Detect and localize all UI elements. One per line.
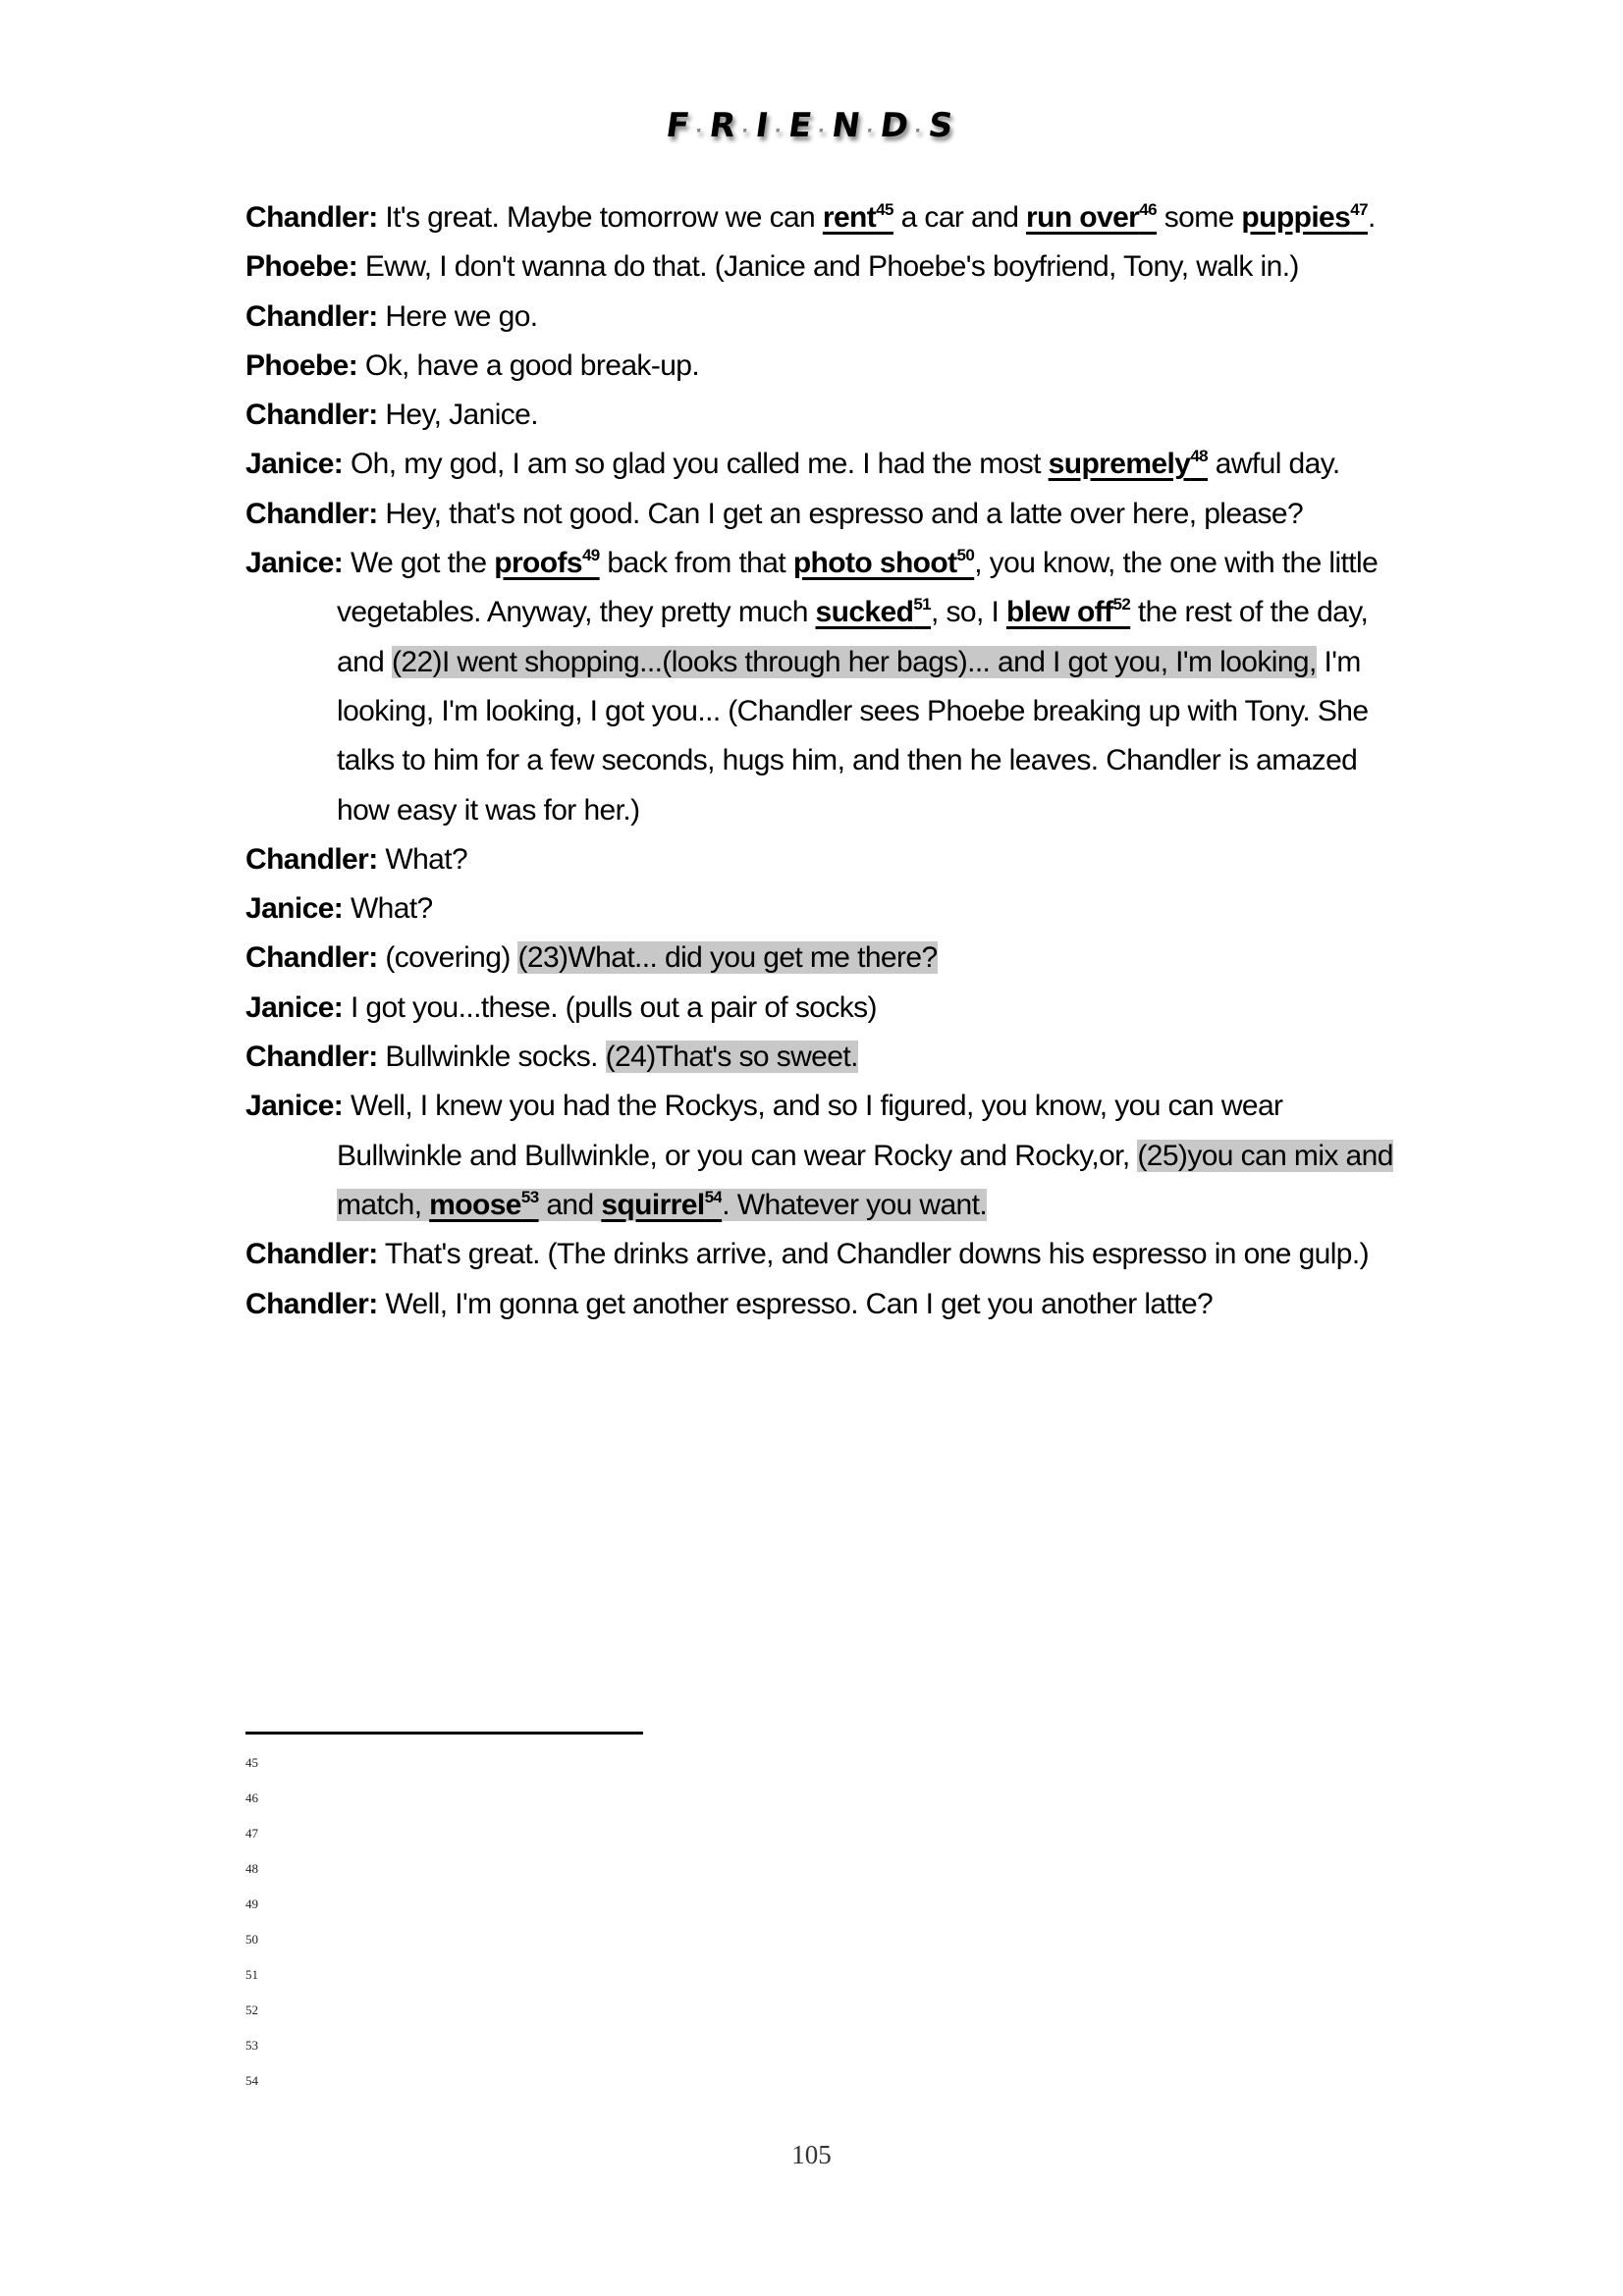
dialogue-line [245, 539, 1394, 835]
footnote-ref: 48 [1190, 447, 1209, 466]
footnote-ref: 47 [1350, 200, 1368, 219]
dialogue-text: What? [377, 842, 468, 876]
dialogue-line [245, 1033, 1394, 1082]
dialogue-text: (covering) [377, 941, 518, 975]
footnote-number: 51 [245, 1967, 258, 1982]
vocabulary-term [429, 1189, 538, 1221]
vocabulary-word: puppies [1241, 201, 1351, 234]
dialogue-text: the rest of the day, and [337, 596, 1369, 678]
dialogue-text: Here we go. [377, 299, 538, 333]
dialogue-text: We got the [343, 547, 495, 580]
dialogue-text: Well, I knew you had the Rockys, and so I figured, you know, you can wear Bullwinkle and Bullwinkle, or you can wear Rocky and Rocky,or, [337, 1090, 1283, 1172]
logo-dot: · [912, 121, 927, 141]
friends-logo [0, 106, 1623, 145]
vocabulary-term [1049, 448, 1208, 480]
highlighted-text: (24)That's so sweet. [605, 1041, 858, 1074]
speaker-name: Janice: [245, 448, 344, 481]
footnote-ref: 46 [1139, 200, 1157, 219]
speaker-name: Janice: [245, 892, 344, 926]
speaker-name: Phoebe: [245, 348, 358, 382]
logo-dot: · [739, 121, 754, 141]
vocabulary-word: run over [1026, 201, 1140, 234]
speaker-name: Chandler: [245, 497, 378, 530]
logo-letter: I [753, 106, 776, 145]
dialogue-text: some [1156, 201, 1242, 234]
footnote-number: 45 [245, 1755, 258, 1770]
dialogue-text: Eww, I don't wanna do that. (Janice and Phoebe's boyfriend, Tony, walk in.) [357, 250, 1299, 284]
dialogue-line [245, 1082, 1394, 1230]
vocabulary-term [816, 596, 932, 628]
highlighted-text: (22)I went shopping...(looks through her bags)... and I got you, I'm looking, [392, 645, 1317, 678]
highlighted-text: and [538, 1188, 602, 1221]
dialogue-line [245, 342, 1394, 391]
dialogue-text: Hey, that's not good. Can I get an espresso and a latte over here, please? [377, 497, 1304, 530]
footnotes [245, 1754, 258, 2108]
footnote-number: 54 [245, 2073, 258, 2088]
speaker-name: Chandler: [245, 1041, 378, 1074]
dialogue-text: , so, I [931, 596, 1006, 629]
dialogue-text: Hey, Janice. [377, 399, 539, 432]
dialogue-text: Oh, my god, I am so glad you called me. I had the most [343, 448, 1049, 481]
page-number: 105 [791, 2140, 832, 2169]
vocabulary-word: sucked [815, 596, 914, 629]
dialogue-text: awful day. [1208, 448, 1340, 481]
footnote-ref: 49 [581, 546, 600, 565]
footnote-number: 49 [245, 1896, 258, 1911]
vocabulary-word: photo shoot [792, 547, 957, 580]
vocabulary-term [823, 201, 893, 234]
footnote-ref: 50 [956, 546, 975, 565]
dialogue-line [245, 440, 1394, 489]
logo-letter: N [829, 106, 867, 145]
dialogue-text: I'm looking, I'm looking, I got you... (Chandler sees Phoebe breaking up with Tony. She talks to him for a few seconds, hugs him, and then he leaves. Chandler is amazed how easy it was for her.) [337, 645, 1369, 827]
vocabulary-term [1006, 596, 1130, 628]
dialogue-line [245, 293, 1394, 342]
dialogue-text: What? [343, 892, 433, 926]
footnote-number: 46 [245, 1790, 258, 1805]
highlighted-text: (25)you can mix and match, [337, 1139, 1393, 1221]
vocabulary-word: squirrel [601, 1188, 705, 1221]
dialogue-line [245, 984, 1394, 1033]
footnote-number: 50 [245, 1932, 258, 1947]
footnote-number: 53 [245, 2038, 258, 2053]
footnote-ref: 54 [704, 1187, 723, 1206]
dialogue-text: That's great. (The drinks arrive, and Chandler downs his espresso in one gulp.) [377, 1238, 1370, 1271]
footnote-ref: 52 [1112, 595, 1131, 614]
dialogue-line [245, 934, 1394, 983]
speaker-name: Chandler: [245, 399, 378, 432]
speaker-name: Chandler: [245, 1287, 378, 1320]
script-body [245, 193, 1394, 1329]
speaker-name: Chandler: [245, 299, 378, 333]
dialogue-text: Bullwinkle socks. [377, 1041, 606, 1074]
logo-letter: E [785, 106, 819, 145]
footnote-ref: 51 [913, 595, 932, 614]
speaker-name: Janice: [245, 990, 344, 1024]
logo-letter: S [925, 106, 960, 145]
dialogue-line [245, 490, 1394, 539]
dialogue-text: Well, I'm gonna get another espresso. Can I get you another latte? [377, 1287, 1214, 1320]
dialogue-line [245, 391, 1394, 440]
speaker-name: Phoebe: [245, 250, 358, 284]
speaker-name: Chandler: [245, 941, 378, 975]
speaker-name: Chandler: [245, 1238, 378, 1271]
dialogue-text: . [1367, 201, 1376, 234]
logo-dot: · [864, 121, 879, 141]
highlighted-text: . Whatever you want. [722, 1188, 988, 1221]
vocabulary-term [793, 547, 974, 579]
vocabulary-term [1241, 201, 1368, 234]
dialogue-line [245, 193, 1394, 242]
dialogue-text: back from that [599, 547, 793, 580]
dialogue-text: I got you...these. (pulls out a pair of socks) [343, 990, 877, 1024]
vocabulary-term [494, 547, 599, 579]
logo-letter: R [706, 106, 742, 145]
speaker-name: Chandler: [245, 842, 378, 876]
footnote-number: 47 [245, 1826, 258, 1841]
vocabulary-word: rent [822, 201, 877, 234]
dialogue-text: It's great. Maybe tomorrow we can [377, 201, 823, 234]
logo-dot: · [773, 121, 787, 141]
vocabulary-word: moose [429, 1188, 521, 1221]
vocabulary-word: blew off [1005, 596, 1113, 629]
dialogue-line [245, 884, 1394, 934]
footnote-number: 48 [245, 1861, 258, 1876]
highlighted-text: (23)What... did you get me there? [517, 941, 938, 975]
logo-dot: · [693, 121, 708, 141]
footnote-number: 52 [245, 2002, 258, 2017]
speaker-name: Janice: [245, 547, 344, 580]
footnote-ref: 45 [876, 200, 893, 219]
vocabulary-term [601, 1189, 722, 1221]
logo-letter: F [663, 106, 696, 145]
footnote-ref: 53 [520, 1187, 539, 1206]
dialogue-line [245, 1230, 1394, 1279]
dialogue-line [245, 1280, 1394, 1329]
vocabulary-term [1026, 201, 1157, 234]
dialogue-text: a car and [893, 201, 1027, 234]
speaker-name: Chandler: [245, 201, 378, 234]
dialogue-text: Ok, have a good break-up. [357, 348, 700, 382]
dialogue-line [245, 242, 1394, 292]
logo-letter: D [877, 106, 915, 145]
dialogue-text: , you know, the one with the little vegetables. Anyway, they pretty much [337, 547, 1379, 629]
footnote-separator [245, 1732, 643, 1735]
logo-dot: · [816, 121, 831, 141]
vocabulary-word: supremely [1048, 448, 1191, 481]
dialogue-line [245, 835, 1394, 884]
speaker-name: Janice: [245, 1090, 344, 1123]
vocabulary-word: proofs [494, 547, 582, 580]
